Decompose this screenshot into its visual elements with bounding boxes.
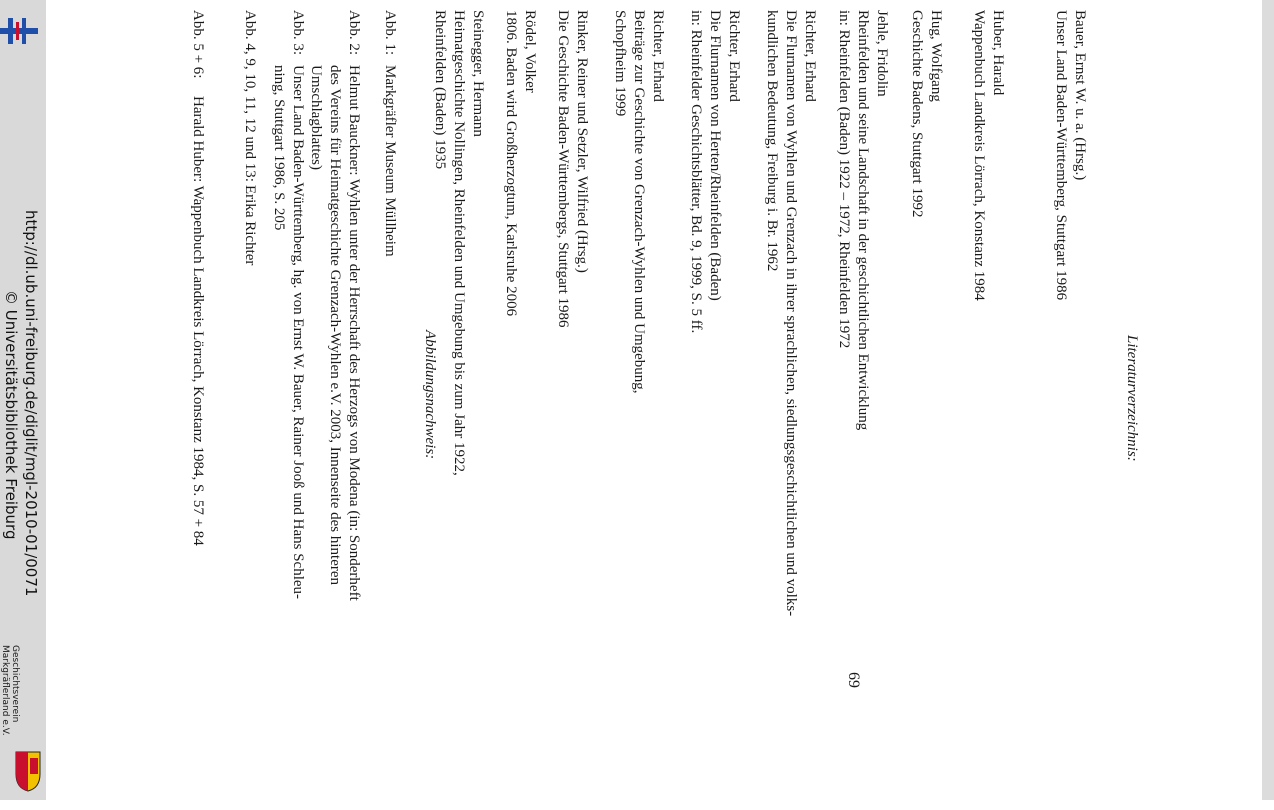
literature-entry-line: Bauer, Ernst W. u. a. (Hrsg.) xyxy=(1072,10,1088,181)
literature-entry-line: in: Rheinfelder Geschichtsblätter, Bd. 9, 1999, S. 5 ff. xyxy=(688,10,704,334)
literature-entry-line: Richter, Erhard xyxy=(802,10,818,102)
literature-entry-line: Hug, Wolfgang xyxy=(928,10,944,102)
right-band xyxy=(1262,0,1274,800)
credits-heading: Abbildungsnachweis: xyxy=(422,330,438,460)
literature-entry-line: kundlichen Bedeutung, Freiburg i. Br. 1962 xyxy=(764,10,780,272)
credit-label: Abb. 1: xyxy=(382,10,398,55)
literature-entry-line: Heimatgeschichte Nollingen, Rheinfelden und Umgebung bis zum Jahr 1922, xyxy=(451,10,467,476)
literature-entry-line: Unser Land Baden-Württemberg, Stuttgart 1986 xyxy=(1053,10,1069,301)
literature-entry-line: Schopfheim 1999 xyxy=(612,10,628,117)
verein-line-2: Markgräflerland e.V. xyxy=(0,645,10,736)
verein-crest-icon xyxy=(14,750,42,792)
literature-heading: Literaturverzeichnis: xyxy=(1124,335,1140,462)
verein-label xyxy=(0,645,20,736)
copyright-notice: © Universitätsbibliothek Freiburg xyxy=(2,290,20,540)
credit-label: Abb. 5 + 6: xyxy=(190,10,206,79)
literature-entry-line: Die Flurnamen von Herten/Rheinfelden (Baden) xyxy=(707,10,723,301)
literature-entry-line: in: Rheinfelden (Baden) 1922 – 1972, Rheinfelden 1972 xyxy=(836,10,852,349)
credit-text-line: Unser Land Baden-Württemberg, hg. von Ernst W. Bauer, Rainer Jooß und Hans Schleu- xyxy=(290,65,306,600)
credit-text-line: Helmut Bauckner: Wyhlen unter der Herrschaft des Herzogs von Modena (in: Sonderheft xyxy=(346,65,362,601)
literature-entry-line: Die Flurnamen von Wyhlen und Grenzach in ihrer sprachlichen, siedlungsgeschichtlichen und volks- xyxy=(783,10,799,617)
credit-label: Abb. 2: xyxy=(346,10,362,55)
literature-entry-line: Huber, Harald xyxy=(990,10,1006,96)
literature-entry-line: Rödel, Volker xyxy=(522,10,538,93)
literature-entry-line: Jehle, Fridolin xyxy=(874,10,890,97)
literature-entry-line: Die Geschichte Baden-Württembergs, Stuttgart 1986 xyxy=(555,10,571,328)
literature-entry-line: Geschichte Badens, Stuttgart 1992 xyxy=(909,10,925,218)
credit-text-line: Erika Richter xyxy=(242,185,258,266)
credit-text-line: ning, Stuttgart 1986, S. 205 xyxy=(271,65,287,231)
literature-entry-line: Richter, Erhard xyxy=(650,10,666,102)
page-number: 69 xyxy=(845,672,862,688)
credit-text-line: Markgräfler Museum Müllheim xyxy=(382,65,398,257)
document-page xyxy=(180,10,1140,810)
literature-entry-line: Rheinfelden und seine Landschaft in der geschichtlichen Entwicklung xyxy=(855,10,871,431)
literature-entry-line: Wappenbuch Landkreis Lörrach, Konstanz 1984 xyxy=(971,10,987,301)
credit-text-line: Harald Huber: Wappenbuch Landkreis Lörrach, Konstanz 1984, S. 57 + 84 xyxy=(190,96,206,546)
credit-label: Abb. 3: xyxy=(290,10,306,55)
literature-entry-line: 1806. Baden wird Großherzogtum, Karlsruhe 2006 xyxy=(503,10,519,317)
literature-entry-line: Beiträge zur Geschichte von Grenzach-Wyhlen und Umgebung, xyxy=(631,10,647,394)
credit-label: Abb. 4, 9, 10, 11, 12 und 13: xyxy=(242,10,258,182)
credit-text-line: Umschlagblattes) xyxy=(308,65,324,170)
ub-logo-icon xyxy=(0,14,38,48)
literature-entry-line: Rheinfelden (Baden) 1935 xyxy=(432,10,448,170)
literature-entry-line: Steinegger, Hermann xyxy=(470,10,486,137)
verein-line-1: Geschichtsverein xyxy=(10,645,20,723)
literature-entry-line: Rinker, Reiner und Setzler, Wilfried (Hrsg.) xyxy=(574,10,590,273)
literature-entry-line: Richter, Erhard xyxy=(726,10,742,102)
credit-text-line: des Vereins für Heimatgeschichte Grenzach-Wyhlen e.V. 2003, Innenseite des hinteren xyxy=(327,65,343,586)
digital-object-url[interactable]: http://dl.ub.uni-freiburg.de/diglit/mgl-2010-01/0071 xyxy=(22,210,40,597)
